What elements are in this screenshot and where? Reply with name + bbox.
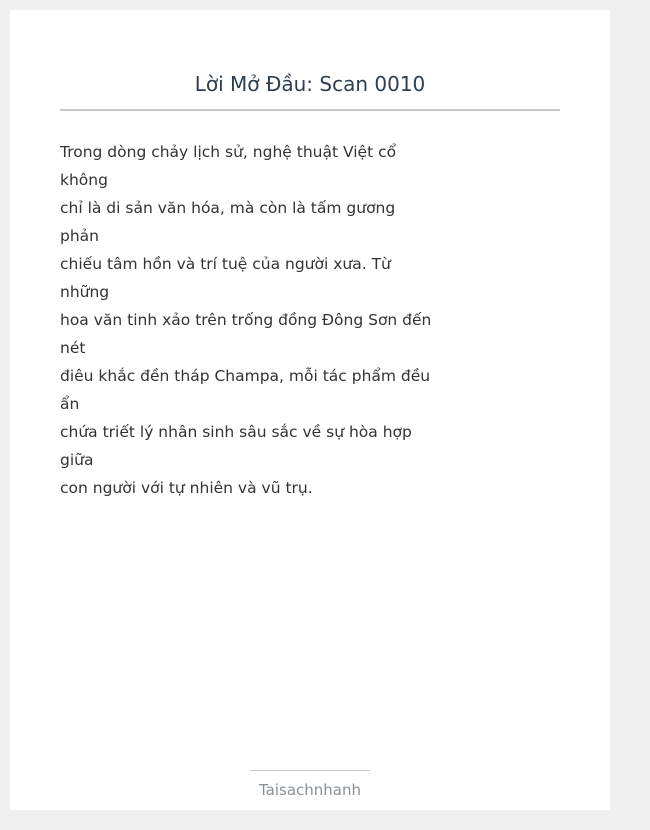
text-line: điêu khắc đền tháp Champa, mỗi tác phẩm đều [60,367,431,385]
page-title: Lời Mở Đầu: Scan 0010 [194,72,426,96]
text-line: những [60,283,110,301]
text-line: Trong dòng chảy lịch sử, nghệ thuật Việt cổ [60,143,397,161]
text-line: chiếu tâm hồn và trí tuệ của người xưa. Từ [60,255,391,273]
body-text [60,138,432,502]
text-line: giữa [60,451,94,469]
text-line: chứa triết lý nhân sinh sâu sắc về sự hòa hợp [60,423,412,441]
title-divider [60,109,560,111]
document-page [10,10,610,810]
text-line: con người với tự nhiên và vũ trụ. [60,479,313,497]
text-line: phản [60,227,99,245]
text-line: hoa văn tinh xảo trên trống đồng Đông Sơn đến [60,311,432,329]
text-line: không [60,171,108,189]
footer-divider [250,770,370,771]
footer-text: Taisachnhanh [258,781,362,799]
text-line: nét [60,339,86,357]
text-line: chỉ là di sản văn hóa, mà còn là tấm gương [60,199,396,217]
text-line: ẩn [60,395,80,413]
